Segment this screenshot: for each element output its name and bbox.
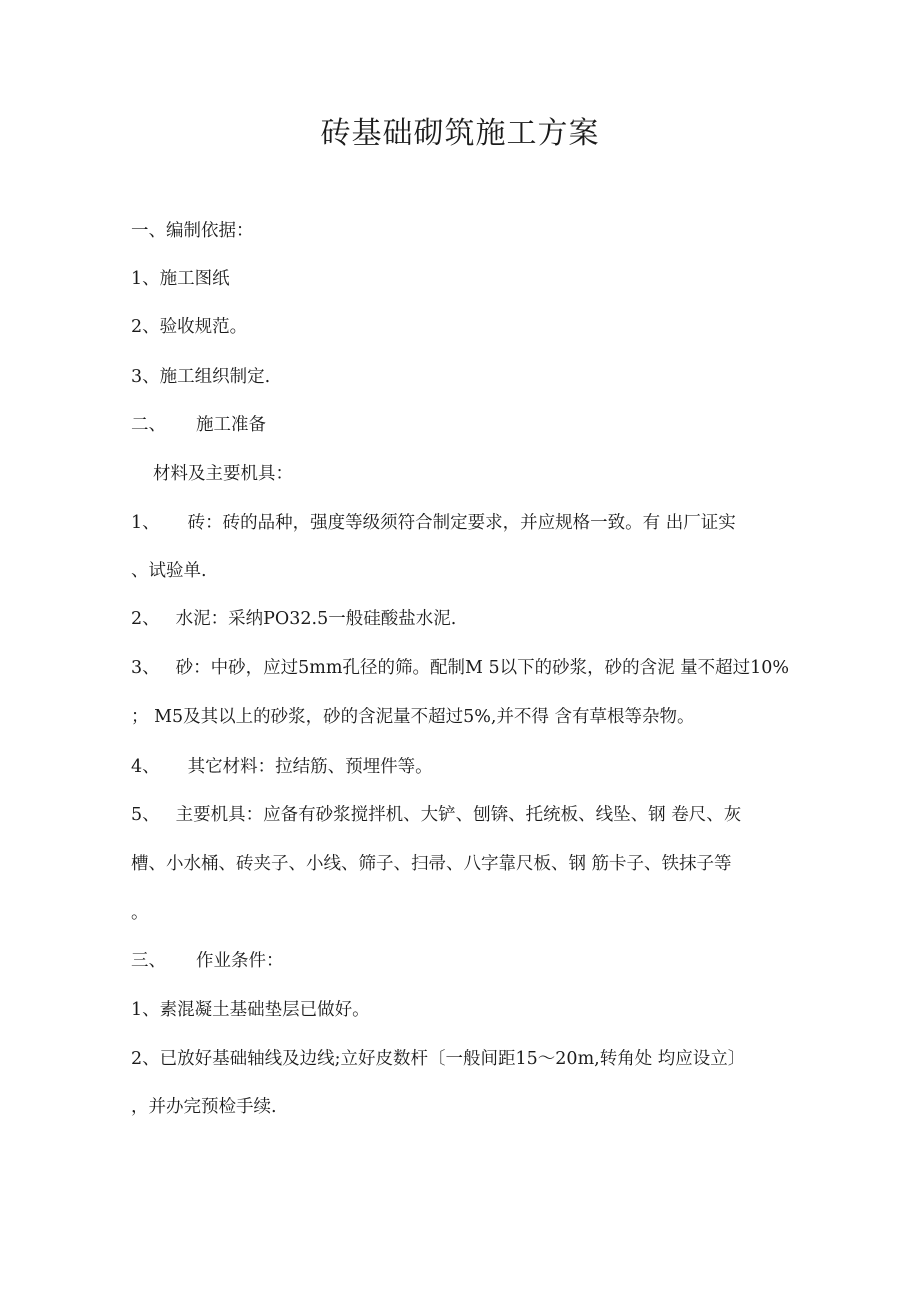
section-1-item-1: 1、施工图纸 xyxy=(131,269,230,289)
material-item-5-continued: 槽、小水桶、砖夹子、小线、筛子、扫帚、八字靠尺板、钢 筋卡子、铁抹子等 xyxy=(131,854,732,874)
section-3-heading xyxy=(131,948,284,974)
material-item-1-continued: 、试验单. xyxy=(131,561,207,581)
section-1-item-3: 3、施工组织制定. xyxy=(131,367,271,387)
material-item-4 xyxy=(131,754,433,780)
section-2-subheading: 材料及主要机具： xyxy=(153,464,293,484)
material-item-2-number: 2、 xyxy=(131,609,160,629)
condition-item-1: 1、素混凝土基础垫层已做好。 xyxy=(131,1000,370,1020)
section-3-heading-number: 三、 xyxy=(131,951,166,971)
material-item-5-number: 5、 xyxy=(131,805,160,825)
section-3-heading-text: 作业条件： xyxy=(196,951,284,971)
section-1-heading: 一、编制依据： xyxy=(131,221,254,241)
material-item-1-text: 砖：砖的品种，强度等级须符合制定要求，并应规格一致。有 出厂证实 xyxy=(187,513,736,533)
material-item-2 xyxy=(131,606,456,632)
material-item-4-number: 4、 xyxy=(131,757,160,777)
material-item-4-text: 其它材料：拉结筋、预埋件等。 xyxy=(187,757,433,777)
document-title: 砖基础砌筑施工方案 xyxy=(320,116,600,151)
material-item-1 xyxy=(131,510,736,536)
material-item-3 xyxy=(131,655,789,681)
section-1-item-2: 2、验收规范。 xyxy=(131,317,248,337)
material-item-3-text: 砂：中砂，应过5mm孔径的筛。配制M 5以下的砂浆，砂的含泥 量不超过10% xyxy=(175,658,790,678)
condition-item-2-continued: ，并办完预检手续. xyxy=(131,1097,277,1117)
material-item-5-continued-2: 。 xyxy=(131,903,149,923)
material-item-1-number: 1、 xyxy=(131,513,160,533)
material-item-5-text: 主要机具：应备有砂浆搅拌机、大铲、刨锛、托统板、线坠、钢 卷尺、灰 xyxy=(175,805,742,825)
condition-item-2: 2、已放好基础轴线及边线;立好皮数杆〔一般间距15～20m,转角处 均应设立〕 xyxy=(131,1049,746,1069)
section-2-heading xyxy=(131,412,266,438)
section-2-heading-text: 施工准备 xyxy=(196,415,266,435)
section-2-heading-number: 二、 xyxy=(131,415,166,435)
material-item-3-continued: ； M5及其以上的砂浆，砂的含泥量不超过5%,并不得 含有草根等杂物。 xyxy=(131,707,695,727)
material-item-2-text: 水泥：采纳PO32.5一般硅酸盐水泥. xyxy=(175,609,457,629)
material-item-3-number: 3、 xyxy=(131,658,160,678)
material-item-5 xyxy=(131,802,741,828)
